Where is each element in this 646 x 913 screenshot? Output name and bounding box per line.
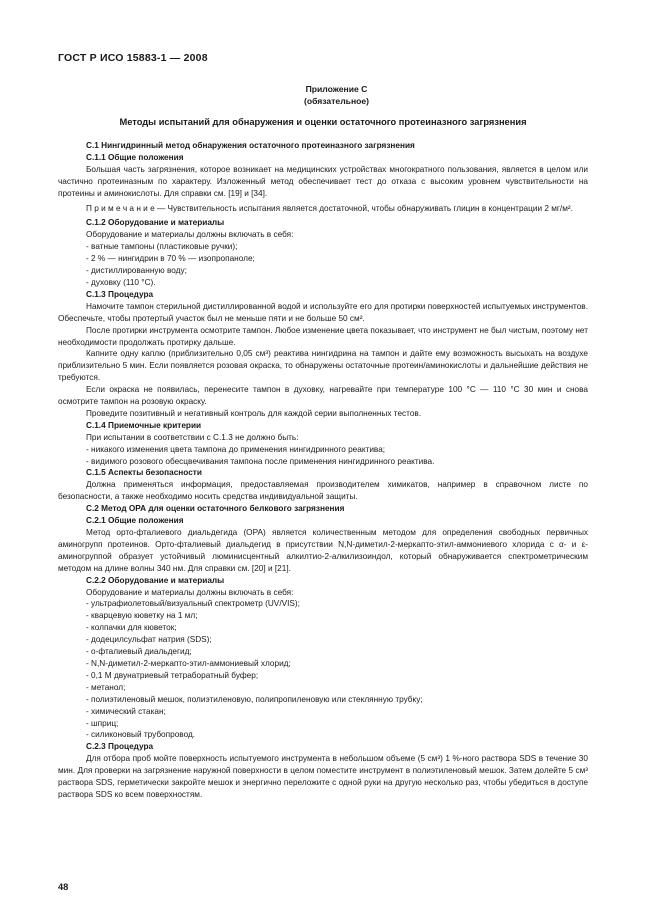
paragraph: Большая часть загрязнения, которое возникает на медицинских устройствах многократного пользования, является в целом или частично протеиназным по характеру. Изложенный метод обеспечивает тест до отказа с высоким уровнем чувствительности на протеины и аминокислоты. Для справки см. [19] и [34].: [58, 164, 588, 198]
list-item: - додецилсульфат натрия (SDS);: [86, 635, 212, 645]
list-item: - шприц;: [86, 718, 119, 728]
appendix-status: (обязательное): [303, 96, 370, 106]
appendix-heading: [0, 83, 646, 107]
section-heading: С.1 Нингидринный метод обнаружения остаточного протеиназного загрязнения: [86, 141, 415, 150]
paragraph: Капните одну каплю (приблизительно 0,05 см³) реактива нингидрина на тампон и дайте ему возможность высыхать на воздухе приблизительно 5 мин. Если появляется розовая окраска, то обнаружены остаточные протеин/аминокислоты и дальнейшие действия не требуются.: [58, 349, 588, 383]
list-item: - колпачки для кюветок;: [86, 623, 177, 633]
appendix-label: Приложение С: [305, 84, 368, 94]
subsection-heading: С.1.5 Аспекты безопасности: [86, 468, 202, 478]
page-number: 48: [58, 882, 69, 892]
list-item: - силиконовый трубопровод.: [86, 730, 196, 740]
paragraph: Если окраска не появилась, перенесите тампон в духовку, нагревайте при температуре 100 °С — 110 °С 30 мин и снова осмотрите тампон на розовую окраску.: [58, 385, 588, 407]
subsection-heading: С.1.2 Оборудование и материалы: [86, 218, 225, 228]
list-item: - дистиллированную воду;: [86, 266, 187, 276]
paragraph: При испытании в соответствии с С.1.3 не должно быть:: [86, 432, 299, 442]
list-item: - никакого изменения цвета тампона до применения нингидринного реактива;: [86, 444, 386, 454]
paragraph: Оборудование и материалы должны включать в себя:: [86, 587, 294, 597]
subsection-heading: С.2.1 Общие положения: [86, 516, 184, 526]
list-item: - духовку (110 °С).: [86, 277, 156, 287]
list-item: - о-фталиевый диальдегид;: [86, 647, 192, 657]
list-item: - видимого розового обесцвечивания тампона после применения нингидринного реактива.: [86, 456, 435, 466]
note: П р и м е ч а н и е — Чувствительность испытания является достаточной, чтобы обнаруживать глицин в концентрации 2 мг/м².: [86, 203, 573, 213]
list-item: - кварцевую кюветку на 1 мл;: [86, 611, 198, 621]
paragraph: Метод орто-фталиевого диальдегида (ОРА) является количественным методом для определения свободных первичных аминогрупп протеинов. Орто-фталиевый диальдегид в присутствии N,N-диметил-2-меркапто-этил-аммониевого хлорида с α- и ε- аминогруппой образует устойчивый люминисцентный алкилтио-2-алкилизоиндол, который обнаруживается спектрометрическим методом на длине волны 340 нм. Для справки см. [20] и [21].: [58, 528, 588, 573]
paragraph: После протирки инструмента осмотрите тампон. Любое изменение цвета показывает, что инструмент не был чистым, поэтому нет необходимости продолжать протирку дальше.: [58, 325, 588, 347]
subsection-heading: С.2.3 Процедура: [86, 742, 154, 752]
document-body: [58, 140, 588, 801]
list-item: - ватные тампоны (пластиковые ручки);: [86, 242, 238, 252]
subsection-heading: С.1.4 Приемочные критерии: [86, 420, 202, 430]
subsection-heading: С.2.2 Оборудование и материалы: [86, 575, 225, 585]
appendix-title: Методы испытаний для обнаружения и оценки остаточного протеиназного загрязнения: [119, 117, 527, 127]
paragraph: Намочите тампон стерильной дистиллированной водой и используйте его для протирки поверхностей испытуемых инструментов. Обеспечьте, чтобы протертый участок был не меньше пяти и не больше 50 см².: [58, 301, 588, 323]
list-item: - метанол;: [86, 682, 126, 692]
paragraph: Должна применяться информация, предоставляемая производителем химикатов, например в справочном листе по безопасности, а также необходимо носить средства индивидуальной защиты.: [58, 480, 588, 502]
section-heading: С.2 Метод ОРА для оценки остаточного белкового загрязнения: [86, 504, 345, 514]
list-item: - ультрафиолетовый/визуальный спектрометр (UV/VIS);: [86, 599, 300, 609]
paragraph: Оборудование и материалы должны включать в себя:: [86, 230, 294, 240]
subsection-heading: С.1.1 Общие положения: [86, 152, 184, 162]
list-item: - 0,1 М двунатриевый тетраборатный буфер;: [86, 670, 259, 680]
paragraph: Для отбора проб мойте поверхность испытуемого инструмента в небольшом объеме (5 см³) 1 %-ного раствора SDS в течение 30 мин. Для проверки на загрязнение наружной поверхности в целом поместите инструмент в полиэтиленовый мешок. Затем долейте 5 см³ раствора SDS, герметически закройте мешок и энергично переложите с одной руки на другую несколько раз, чтобы убедиться в доступе раствора SDS ко всем поверхностям.: [58, 754, 588, 799]
list-item: - полиэтиленовый мешок, полиэтиленовую, полипропиленовую или стеклянную трубку;: [86, 694, 423, 704]
list-item: - N,N-диметил-2-меркапто-этил-аммониевый хлорид;: [86, 658, 291, 668]
document-header: ГОСТ Р ИСО 15883-1 — 2008: [58, 52, 208, 64]
subsection-heading: С.1.3 Процедура: [86, 289, 154, 299]
list-item: - 2 % — нингидрин в 70 % — изопропаноле;: [86, 254, 255, 264]
list-item: - химический стакан;: [86, 706, 166, 716]
paragraph: Проведите позитивный и негативный контроль для каждой серии выполненных тестов.: [86, 408, 422, 418]
